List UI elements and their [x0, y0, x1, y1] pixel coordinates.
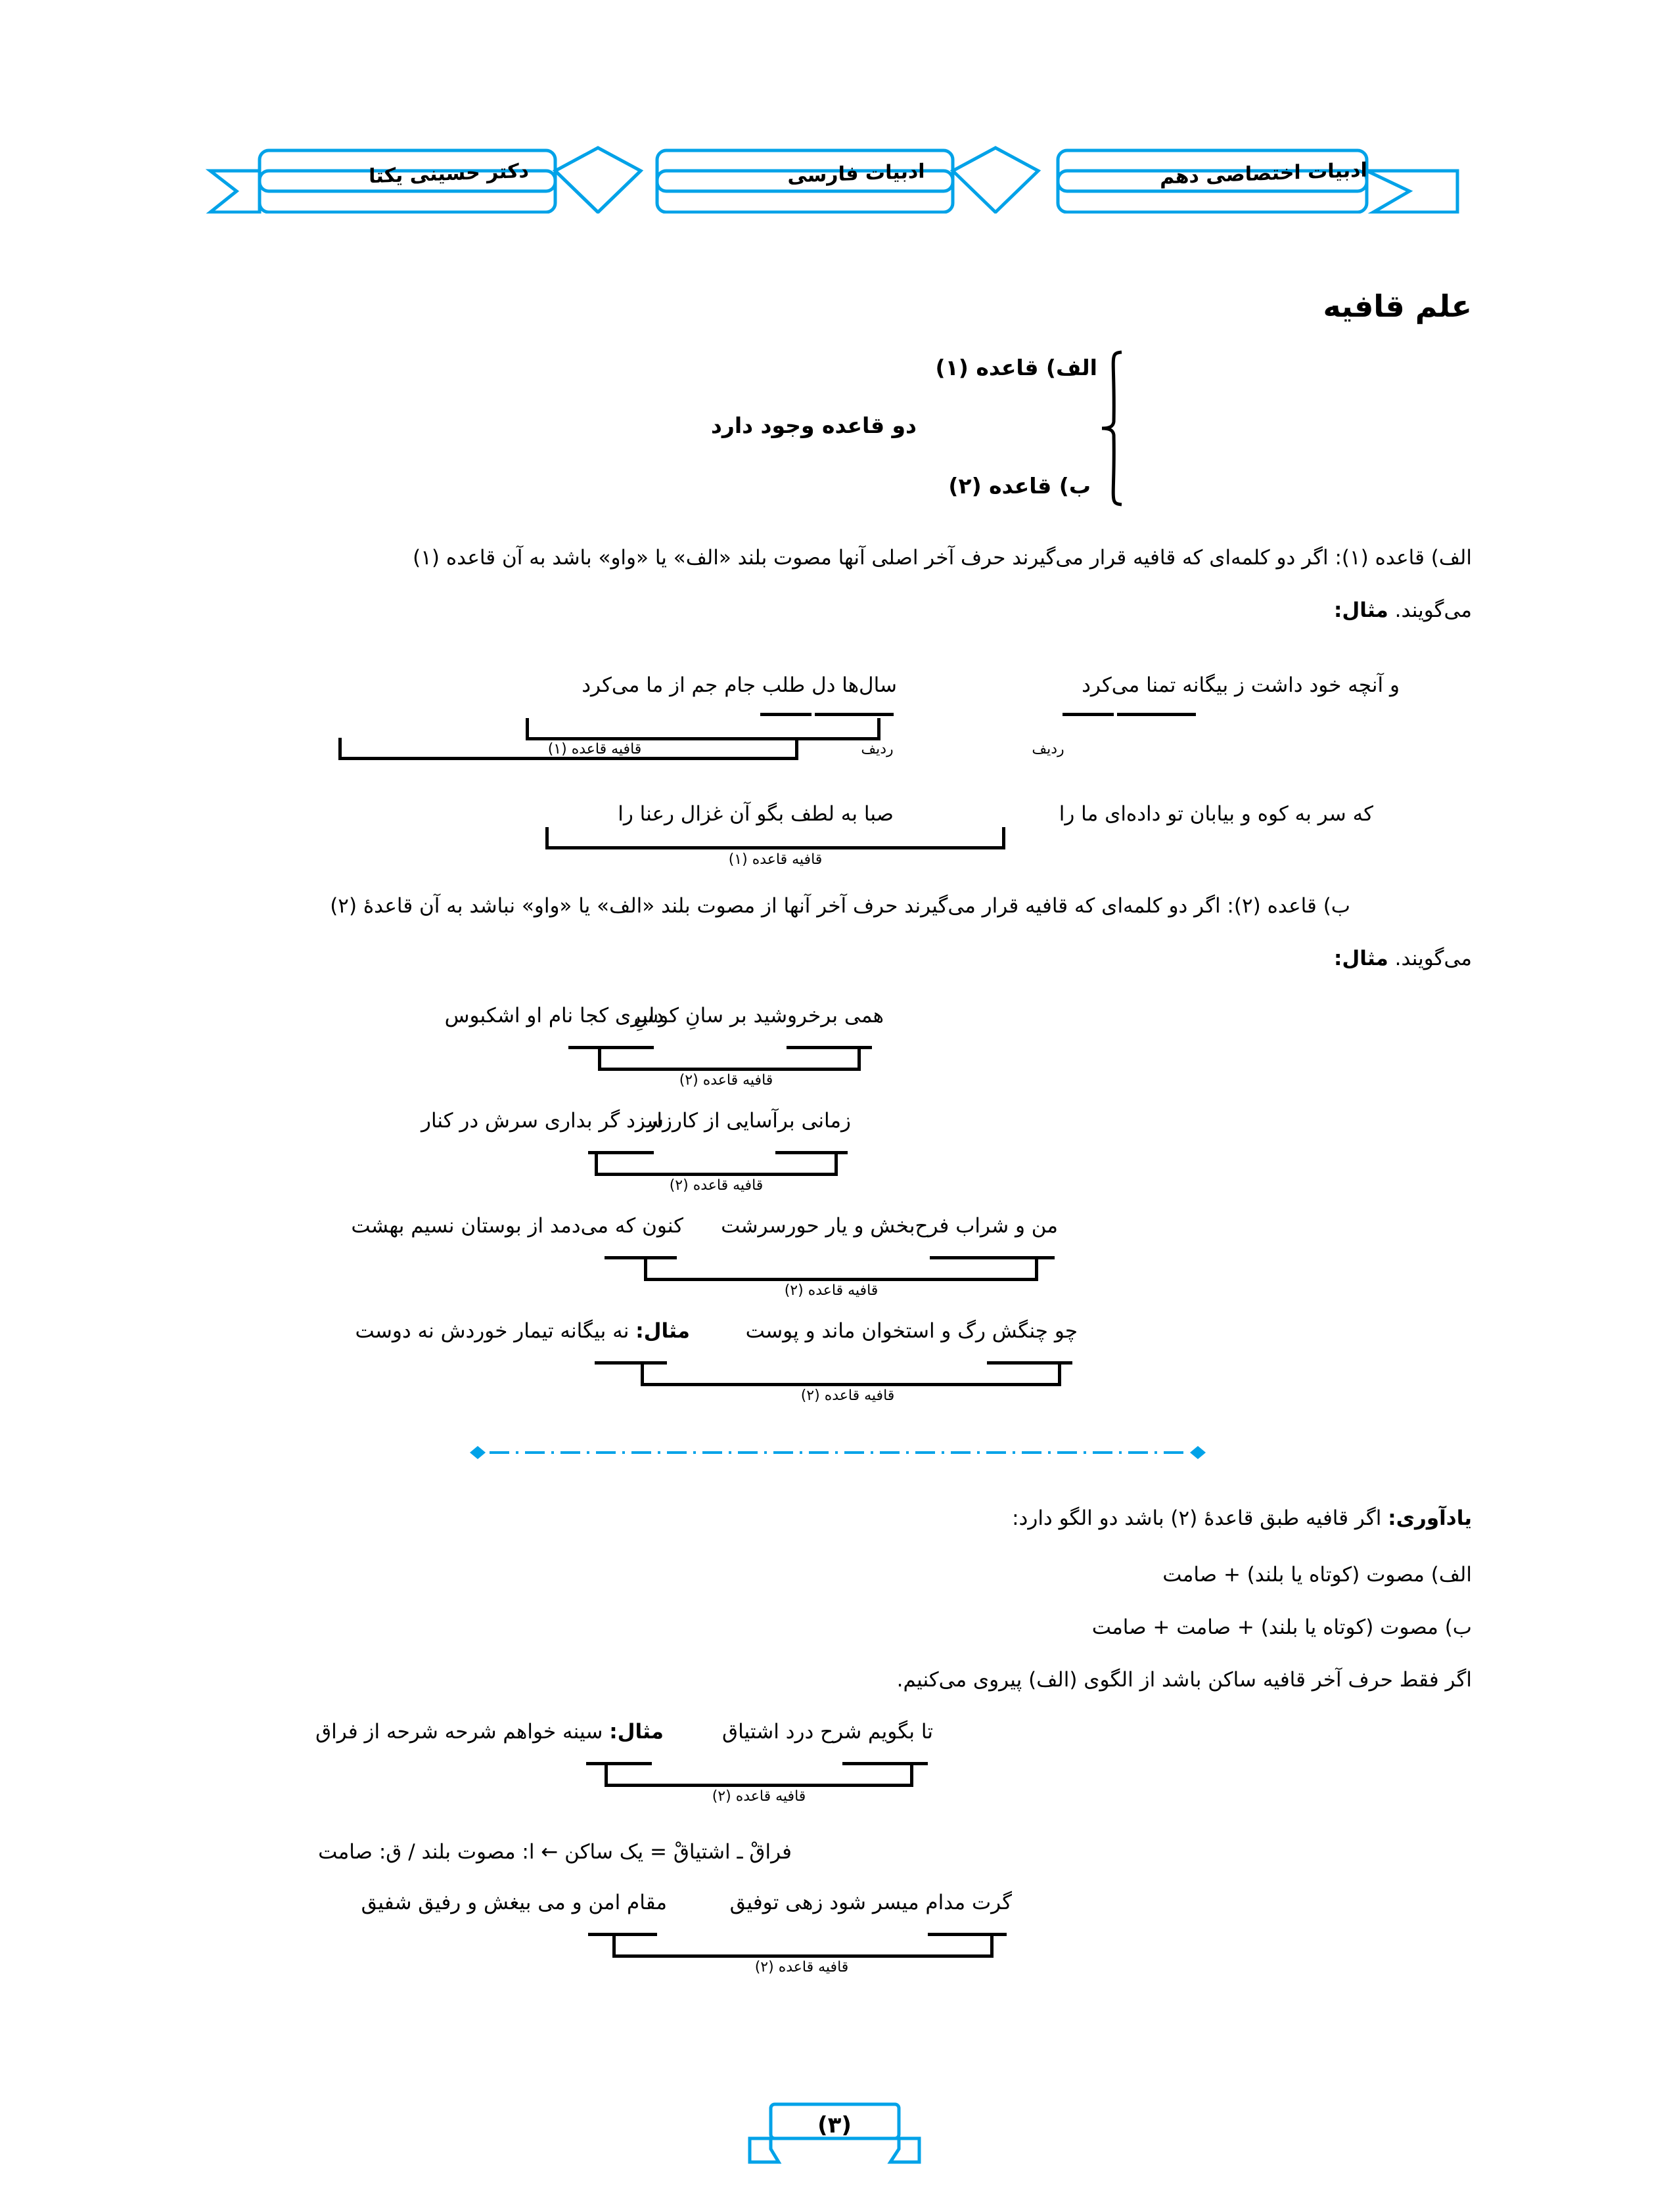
hemistich-left: تا بگویم شرح درد اشتیاق — [722, 1720, 933, 1744]
hemistich-left: گرت مدام میسر شود زهی توفیق — [729, 1891, 1012, 1914]
page-title: علم قافیه — [1323, 288, 1472, 324]
rhyme-underline-right — [568, 1046, 654, 1049]
rule-2-example-lead — [1334, 939, 1472, 978]
hemistich-left: و آنچه خود داشت ز بیگانه تمنا می‌کرد — [1082, 673, 1400, 697]
hemistich-right: دلیری کجا نام او اشکبوس — [444, 1004, 664, 1027]
ribbon-label-subject: ادبیات فارسی — [787, 160, 925, 188]
phonetic-note: فراقْ ـ اشتیاقْ = یک ساکن ← ا: مصوت بلند / ق: صامت — [318, 1840, 792, 1864]
annotation-rhyme-center: قافیه قاعده (۲) — [669, 1177, 764, 1194]
reminder-pattern-b: ب) مصوت (کوتاه یا بلند) + صامت + صامت — [1091, 1615, 1472, 1639]
hemistich-right-text: نه بیگانه تیمار خوردش نه دوست — [355, 1319, 629, 1343]
hemistich-right-text: سینه خواهم شرحه شرحه از فراق — [315, 1720, 603, 1744]
rules-brace-group — [197, 348, 1472, 512]
annotation-rhyme-center: قافیه قاعده (۱) — [728, 851, 823, 868]
hemistich-right: صبا به لطف بگو آن غزال رعنا را — [618, 802, 894, 826]
hemistich-right-with-label — [355, 1317, 690, 1345]
brace-main-label: دو قاعده وجود دارد — [710, 413, 917, 438]
rule-1-example-lead — [1334, 591, 1472, 630]
rhyme-underline-right — [595, 1361, 667, 1365]
rhyme-underline-right — [588, 1151, 654, 1154]
header-ribbon-banner — [197, 135, 1472, 214]
annotation-rhyme-center: قافیه قاعده (۲) — [784, 1282, 879, 1299]
divider-graphic — [463, 1445, 1212, 1460]
rhyme-bracket — [338, 757, 798, 782]
hemistich-right-with-label — [315, 1718, 664, 1746]
annotation-rhyme-center: قافیه قاعده (۲) — [800, 1388, 895, 1404]
rule-1-description: الف) قاعده (۱): اگر دو کلمه‌ای که قافیه قرار می‌گیرند حرف آخر اصلی آنها مصوت بلند «الف» یا «واو» باشد به آن قاعده (۱) — [413, 546, 1472, 570]
brace-item-rule-2: ب) قاعده (۲) — [948, 473, 1091, 499]
rhyme-underline-left — [1117, 713, 1196, 716]
annotation-rhyme-center: قافیه قاعده (۲) — [712, 1788, 806, 1805]
reminder-text: اگر قافیه طبق قاعدهٔ (۲) باشد دو الگو دارد: — [1012, 1506, 1388, 1530]
hemistich-left: که سر به کوه و بیابان تو داده‌ای ما را — [1059, 802, 1373, 826]
hemistich-right: کنون که می‌دمد از بوستان نسیم بهشت — [351, 1214, 683, 1238]
curly-brace-icon — [1099, 350, 1126, 507]
annotation-radif-right: ردیف — [861, 741, 894, 757]
rule-1-example-lead-text: می‌گویند. — [1388, 598, 1472, 622]
rule-2-example-lead-bold: مثال: — [1334, 947, 1388, 970]
rule-2-example-lead-text: می‌گویند. — [1388, 947, 1472, 970]
rhyme-underline-left — [928, 1933, 1007, 1936]
hemistich-left: همی برخروشید بر سانِ کوسِ — [633, 1004, 884, 1027]
example-label: مثال: — [609, 1720, 664, 1744]
ribbon-label-book: ادبیات اختصاصی دهم — [1160, 158, 1367, 189]
reminder-label: یادآوری: — [1388, 1506, 1472, 1530]
couplet-rule1-1-left — [897, 671, 1400, 763]
brace-item-rule-1: الف) قاعده (۱) — [935, 355, 1097, 380]
rule-2-description: ب) قاعده (۲): اگر دو کلمه‌ای که قافیه قرار می‌گیرند حرف آخر آنها از مصوت بلند «الف» یا «واو» نباشد به آن قاعدهٔ (۲) — [330, 894, 1350, 918]
hemistich-left: من و شراب فرح‌بخش و یار حورسرشت — [721, 1214, 1058, 1238]
rhyme-underline-right — [586, 1762, 652, 1765]
page-number: (۳) — [817, 2112, 852, 2138]
annotation-rhyme-center: قافیه قاعده (۲) — [754, 1959, 849, 1975]
annotation-rhyme-center: قافیه قاعده (۲) — [679, 1072, 773, 1089]
hemistich-right: مقام امن و می بیغش و رفیق شفیق — [361, 1891, 667, 1914]
reminder-line — [1012, 1499, 1472, 1538]
rhyme-underline-right — [605, 1256, 677, 1259]
annotation-rhyme-center: قافیه قاعده (۱) — [547, 741, 642, 757]
page-number-banner — [746, 2100, 923, 2166]
ribbon-label-author: دکتر حسینی یکتا — [369, 159, 529, 189]
reminder-pattern-a: الف) مصوت (کوتاه یا بلند) + صامت — [1162, 1563, 1472, 1587]
rhyme-underline-right — [588, 1933, 657, 1936]
hemistich-left: چو چنگش رگ و استخوان ماند و پوست — [745, 1319, 1078, 1343]
radif-underline-right — [760, 713, 812, 716]
rule-1-example-lead-bold: مثال: — [1334, 598, 1388, 622]
annotation-radif-left: ردیف — [1032, 741, 1064, 757]
hemistich-right: سال‌ها دل طلب جام جم از ما می‌کرد — [582, 673, 897, 697]
radif-underline-left — [1063, 713, 1114, 716]
hemistich-right: سزد گر بداری سرش در کنار — [421, 1109, 664, 1133]
hemistich-left: زمانی برآسایی از کارزار — [647, 1109, 851, 1133]
rhyme-underline-left — [842, 1762, 928, 1765]
example-label: مثال: — [635, 1319, 690, 1343]
rhyme-underline — [815, 713, 894, 716]
section-divider — [463, 1445, 1212, 1460]
reminder-note: اگر فقط حرف آخر قافیه ساکن باشد از الگوی (الف) پیروی می‌کنیم. — [896, 1668, 1472, 1692]
